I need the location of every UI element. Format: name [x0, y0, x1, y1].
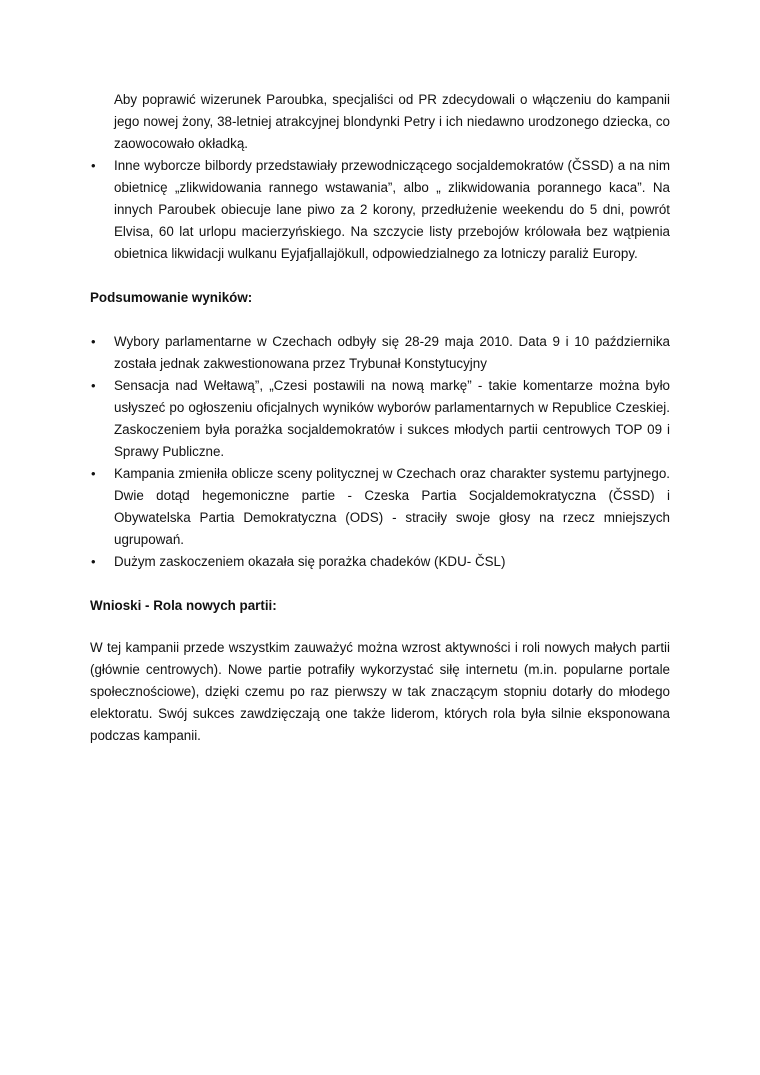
list-item-text: Inne wyborcze bilbordy przedstawiały przewodniczącego socjaldemokratów (ČSSD) a na nim obietnicę „zlikwidowania rannego wstawania”, albo „ zlikwidowania porannego kaca”. Na innych Paroubek obiecuje lane piwo za 2 korony, przedłużenie weekendu do 5 dni, powrót Elvisa, 60 lat urlopu macierzyńskiego. Na szczycie listy przebojów królowała bez wątpienia obietnica likwidacji wulkanu Eyjafjallajökull, odpowiedzialnego za lotniczy paraliż Europy.	[114, 158, 670, 261]
list-item	[90, 463, 670, 551]
summary-bullet-list	[90, 331, 670, 573]
intro-paragraph: Aby poprawić wizerunek Paroubka, specjaliści od PR zdecydowali o włączeniu do kampanii jego nowej żony, 38-letniej atrakcyjnej blondynki Petry i ich niedawno urodzonego dziecka, co zaowocowało okładką.	[114, 92, 670, 151]
list-item	[90, 551, 670, 573]
campaign-bullet-list	[90, 155, 670, 265]
conclusions-paragraph: W tej kampanii przede wszystkim zauważyć można wzrost aktywności i roli nowych małych partii (głównie centrowych). Nowe partie potrafiły wykorzystać siłę internetu (m.in. popularne portale społecznościowe), dzięki czemu po raz pierwszy w tak znaczącym stopniu dotarły do młodego elektoratu. Swój sukces zawdzięczają one także liderom, których rola była silnie eksponowana podczas kampanii.	[90, 640, 670, 743]
summary-heading: Podsumowanie wyników:	[90, 290, 253, 305]
bullet-icon: •	[91, 466, 96, 481]
list-item-text: Dużym zaskoczeniem okazała się porażka chadeków (KDU- ČSL)	[114, 554, 506, 569]
list-item	[90, 375, 670, 463]
bullet-icon: •	[91, 334, 96, 349]
list-item-text: Kampania zmieniła oblicze sceny politycznej w Czechach oraz charakter systemu partyjnego. Dwie dotąd hegemoniczne partie - Czeska Partia Socjaldemokratyczna (ČSSD) i Obywatelska Partia Demokratyczna (ODS) - straciły swoje głosy na rzecz mniejszych ugrupowań.	[114, 466, 670, 547]
bullet-icon: •	[91, 554, 96, 569]
bullet-icon: •	[91, 158, 96, 173]
list-item-text: Wybory parlamentarne w Czechach odbyły się 28-29 maja 2010. Data 9 i 10 października została jednak zakwestionowana przez Trybunał Konstytucyjny	[114, 334, 670, 371]
list-item-text: Sensacja nad Wełtawą”, „Czesi postawili na nową markę” - takie komentarze można było usłyszeć po ogłoszeniu oficjalnych wyników wyborów parlamentarnych w Republice Czeskiej. Zaskoczeniem była porażka socjaldemokratów i sukces młodych partii centrowych TOP 09 i Sprawy Publiczne.	[114, 378, 670, 459]
list-item	[90, 155, 670, 265]
bullet-icon: •	[91, 378, 96, 393]
conclusions-heading: Wnioski - Rola nowych partii:	[90, 598, 277, 613]
document-page	[90, 89, 670, 747]
list-item	[90, 331, 670, 375]
